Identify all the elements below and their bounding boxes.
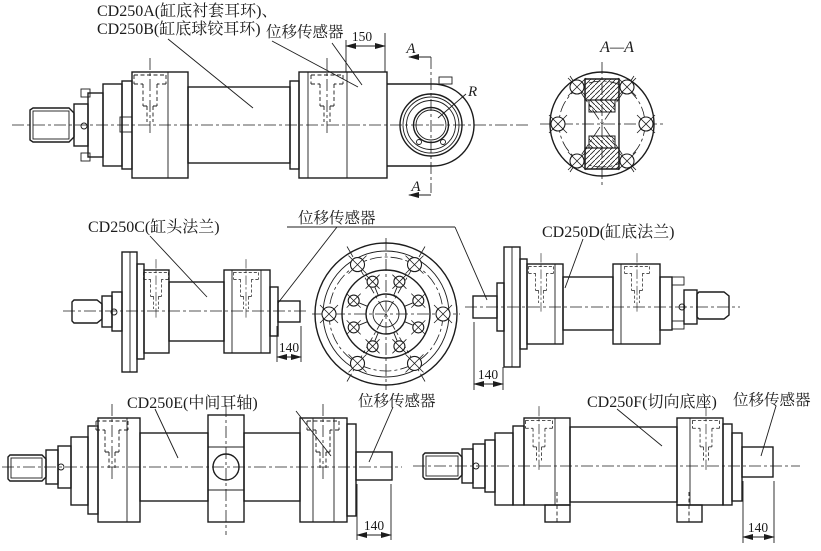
- label-cd250b: CD250B(缸底球铰耳环): [97, 21, 261, 38]
- flange-bolt-hole: [434, 305, 452, 323]
- snap-ring-hook: [441, 140, 446, 145]
- view-cd250d: [465, 223, 740, 390]
- oil-port-symbol: [692, 406, 719, 471]
- cylinder-tube: [169, 282, 224, 341]
- view-section-aa: [540, 39, 664, 186]
- view-cd250e: [2, 392, 436, 540]
- oil-port-symbol: [134, 58, 166, 134]
- oil-port-symbol: [234, 259, 259, 318]
- piston-rod: [697, 292, 729, 319]
- snap-ring-hook: [417, 140, 422, 145]
- leader-cd250ab: [168, 39, 253, 108]
- mount-foot: [677, 505, 702, 522]
- sensor-tube: [278, 301, 300, 322]
- bolt-hole: [549, 115, 567, 133]
- leader-sensor-e: [369, 407, 393, 462]
- dimension-140-d: [474, 322, 503, 390]
- cap-block: [224, 259, 278, 353]
- dim-140-text: 140: [477, 367, 499, 382]
- label-sensor-f: 位移传感器: [733, 392, 811, 409]
- label-sensor-e: 位移传感器: [358, 393, 436, 410]
- rod-gland-assembly: [660, 277, 697, 330]
- head-block: [120, 58, 188, 178]
- section-letter-top: A: [406, 41, 416, 57]
- view-cd250f: [413, 391, 811, 543]
- cylinder-tube: [563, 277, 613, 330]
- grease-fitting: [439, 77, 452, 84]
- sensor-tube: [742, 447, 773, 477]
- oil-port-symbol: [529, 253, 554, 312]
- head-flange: [122, 252, 144, 372]
- view-flange-face: [312, 238, 460, 390]
- oil-port-symbol: [144, 259, 169, 318]
- leader-cd250d: [565, 239, 583, 288]
- section-title: A—A: [600, 39, 634, 56]
- bolt-hole: [568, 152, 586, 170]
- dim-140-text: 140: [747, 520, 769, 535]
- dimension-140-f: [743, 481, 774, 543]
- dimension-140-e: [357, 484, 391, 540]
- label-cd250c: CD250C(缸头法兰): [88, 219, 220, 236]
- trunnion-block: [208, 405, 244, 535]
- inner-hole: [366, 339, 380, 353]
- leader-sensor-left: [278, 227, 337, 303]
- cap-block-with-foot: [677, 406, 732, 522]
- oil-port-symbol: [625, 253, 650, 312]
- bolt-hole: [618, 78, 636, 96]
- flange-bolt-hole: [349, 256, 367, 274]
- head-block: [88, 404, 140, 522]
- flange-bolt-hole: [349, 354, 367, 372]
- inner-hole: [392, 275, 406, 289]
- dim-140-text: 140: [278, 340, 300, 355]
- cap-block-sensor-housing: [300, 404, 356, 522]
- dim-140-text: 140: [363, 518, 385, 533]
- radius-callout: [438, 84, 477, 118]
- label-sensor-top: 位移传感器: [266, 24, 344, 41]
- bolt-hole: [568, 78, 586, 96]
- view-cd250c: [63, 218, 308, 372]
- inner-hole: [347, 294, 361, 308]
- label-sensor-mid: 位移传感器: [298, 210, 376, 227]
- leader-sensor-f: [761, 406, 776, 456]
- head-block: [144, 270, 169, 353]
- leader-sensor-1: [272, 41, 358, 87]
- head-block: [613, 253, 660, 344]
- inner-hole: [347, 320, 361, 334]
- leader-sensor-right: [455, 227, 487, 300]
- oil-port-symbol: [525, 406, 552, 471]
- flange-bolt-hole: [406, 354, 424, 372]
- cap-block: [527, 253, 563, 344]
- piston-rod: [72, 300, 102, 323]
- view-cd250ab: [12, 2, 528, 195]
- bolt-hole: [637, 115, 655, 133]
- flange-bolt-hole: [406, 256, 424, 274]
- mid-sensor-callout: [278, 209, 487, 303]
- leader-cd250c: [150, 236, 207, 297]
- inner-hole: [392, 339, 406, 353]
- dimension-140-c: [277, 326, 301, 362]
- sensor-tube: [356, 452, 392, 480]
- cap-block-sensor-housing: [290, 58, 387, 178]
- inner-hole: [411, 294, 425, 308]
- radius-label: R: [468, 84, 478, 100]
- section-letter-bottom: A: [411, 179, 421, 195]
- inner-hole: [366, 275, 380, 289]
- dimension-150: [346, 29, 385, 72]
- oil-port-symbol: [311, 58, 343, 134]
- bolt-hole: [618, 152, 636, 170]
- label-cd250e: CD250E(中间耳轴): [127, 395, 258, 412]
- label-cd250f: CD250F(切向底座): [587, 394, 717, 411]
- inner-hole: [411, 320, 425, 334]
- cylinder-tube: [570, 427, 677, 502]
- flange-bolt-hole: [320, 305, 338, 323]
- mount-foot: [545, 505, 570, 522]
- head-block-with-foot: [513, 406, 570, 522]
- clevis-eye-end: [387, 77, 474, 166]
- dim-150-text: 150: [351, 29, 373, 44]
- oil-port-symbol: [96, 404, 128, 480]
- label-cd250a: CD250A(缸底衬套耳环)、: [97, 3, 278, 20]
- piston-rod: [8, 455, 46, 481]
- label-cd250d: CD250D(缸底法兰): [542, 224, 675, 241]
